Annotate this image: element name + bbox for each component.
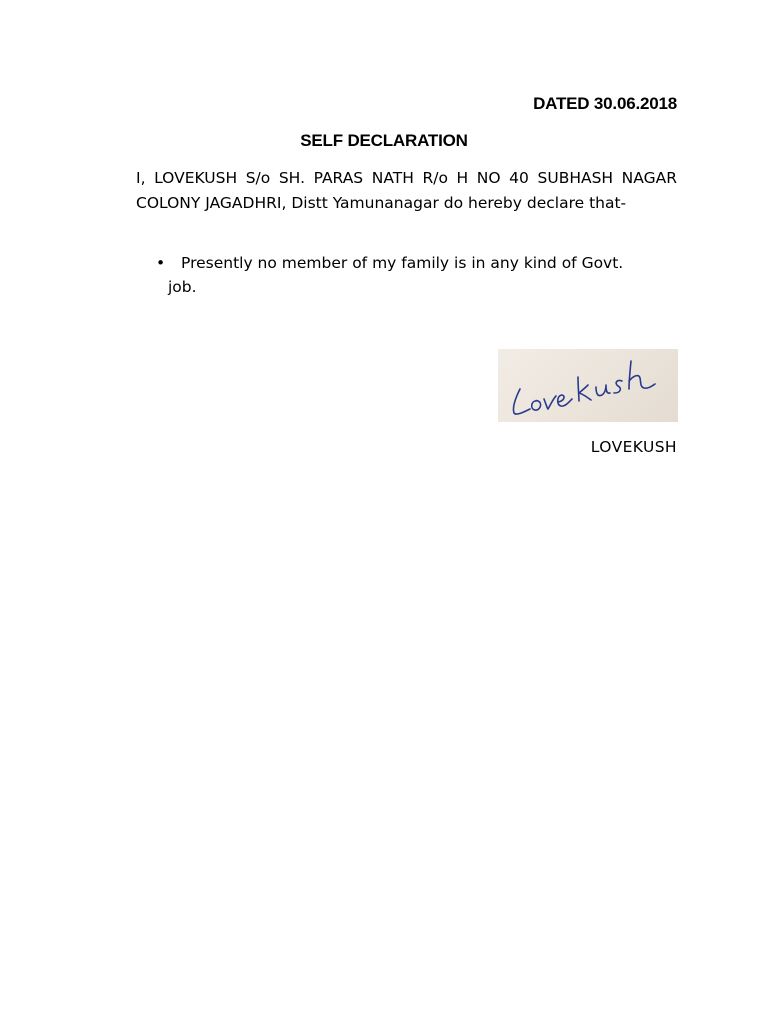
declaration-paragraph: I, LOVEKUSH S/o SH. PARAS NATH R/o H NO 40 SUBHASH NAGAR COLONY JAGADHRI, Distt Yamunanagar do hereby declare that- (136, 169, 677, 212)
document-title: SELF DECLARATION (300, 131, 468, 150)
date-line: DATED 30.06.2018 (533, 94, 677, 113)
bullet-text-line-2: job. (168, 278, 197, 296)
bullet-text-line-1: Presently no member of my family is in any kind of Govt. (181, 254, 624, 272)
signer-name: LOVEKUSH (590, 438, 677, 456)
bullet-text (156, 251, 676, 299)
bullet-item (156, 251, 676, 299)
bullet-marker: • (156, 254, 166, 272)
signature-scribble (498, 349, 678, 422)
signature-image (498, 349, 678, 422)
